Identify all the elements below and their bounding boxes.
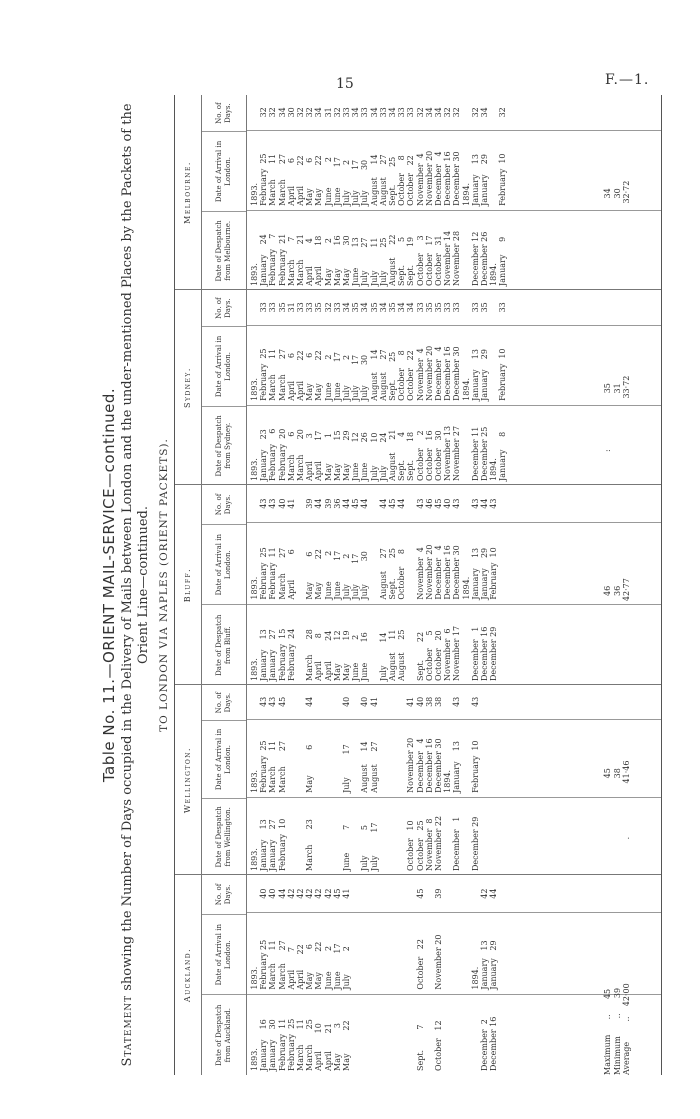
summary-stats: : 35 31 33·72 [603,375,631,452]
despatch-dates: 1893. January 13 January 27 February 10 March 23 June 7 July 5 July 17 October 10 October 25 November 8 November 22 December 1 December 29 [247,797,661,875]
column-header-arrival: Date of Arrival in London. [202,720,246,797]
summary-stats: 34 30 32·72 [603,180,631,204]
column-header-arrival: Date of Arrival in London. [202,914,246,995]
statement-body: showing the Number of Days occupied in the Delivery of Mails between London and the under-mentioned Places by the Packets of the Orient Line—continued. [120,103,151,991]
column-header-despatch: Date of Despatch from Melbourne. [202,211,246,290]
summary-stats: Maximum .. 45 Minimum .. 39 Average .. 42·00 [603,983,631,1075]
despatch-dates: 1893. January 24 February 7 February 21 March 7 March 21 April 4 April 18 May 2 May 16 May 30 June 13 July 27 July 11 July 25 August 22 Sept. 5 Sept. 19 October 3 October 17 October 31 November 14 November 28 December 12 December 26 1894. January 9 [247,210,661,290]
group-heading: Sydney. [175,290,202,485]
column-header-arrival: Date of Arrival in London. [202,524,246,605]
column-headers [202,290,247,485]
column-header-despatch: Date of Despatch from Auckland. [202,994,246,1075]
route-heading: TO LONDON VIA NAPLES (ORIENT PACKETS). [158,438,170,732]
days-values: 33 33 35 31 33 33 35 32 33 34 35 34 35 34 35 34 34 33 35 35 33 33 33 35 33 [259,302,508,313]
column-values [247,685,661,875]
group-heading: Bluff. [175,485,202,685]
arrival-dates: 1893. February 25 February 11 March 27 April 6 May 6 May 22 June 2 June 17 July 2 July 17 July 30 August 27 Sept. 25 October 8 November 4 November 20 December 4 December 16 December 30 1894. January 13 January 29 February 10 [247,522,661,603]
column-header-days: No. of Days. [215,102,232,124]
column-values [247,875,661,1075]
statement-lead: Statement [120,994,135,1067]
summary-stats: 45 38 . 41·46 [603,760,631,840]
column-values [247,95,661,290]
group-sydney [175,289,661,485]
arrival-dates: 1893. February 25 March 11 March 27 April 6 April 22 May 6 May 22 June 2 June 17 July 2 July 17 July 30 August 14 August 27 Sept. 25 October 8 October 22 November 4 November 20 December 4 December 16 December 30 1894. January 13 January 29 February 10 [247,325,661,405]
column-header-despatch: Date of Despatch from Sydney. [202,406,246,485]
column-values [247,290,661,485]
rotated-table-page [100,95,660,1075]
group-bluff [175,484,661,685]
despatch-dates: 1893. January 16 January 30 February 11 February 25 March 11 March 25 April 10 April 21 May 3 May 22 Sept. 7 October 12 December 2 December 16 [247,994,661,1075]
column-header-days: No. of Days. [215,883,232,906]
page-number: 15 [336,76,354,92]
days-values: 43 43 45 44 40 40 41 41 40 38 38 43 43 [259,696,480,707]
arrival-dates: 1893. February 25 March 11 March 27 April 7 April 22 May 6 May 22 June 2 June 17 July 2 October 22 November 20 1894. January 13 January 29 [247,912,661,993]
mail-service-table [174,95,662,1075]
group-auckland [175,874,661,1075]
group-heading: Auckland. [175,875,202,1075]
column-headers [202,95,247,290]
column-header-arrival: Date of Arrival in London. [202,326,246,405]
statement-text [120,95,152,1075]
group-melbourne [175,95,661,290]
column-values [247,485,661,685]
column-header-despatch: Date of Despatch from Bluff. [202,604,246,685]
column-header-days: No. of Days. [215,297,232,319]
despatch-dates: 1893. January 13 January 27 February 15 February 24 March 28 April 8 April 24 May 12 May 19 June 2 June 16 July 14 August 11 August 25 Sept. 22 October 5 October 20 November 6 November 17 December 1 December 16 December 29 [247,604,661,685]
despatch-dates: 1893. January 23 February 6 February 20 March 6 March 20 April 3 April 17 May 1 May 15 May 29 June 12 June 26 July 10 July 24 August 21 Sept. 4 Sept. 18 October 2 October 16 October 30 November 13 November 27 December 11 December 25 1894. January 8 [247,405,661,485]
column-header-days: No. of Days. [215,691,232,714]
table-title: Table No. 11.—ORIENT MAIL-SERVICE—continued. [100,387,118,783]
group-heading: Wellington. [175,685,202,875]
column-header-arrival: Date of Arrival in London. [202,131,246,210]
days-values: 40 40 44 42 42 42 42 42 45 41 45 39 42 44 [259,888,499,899]
column-headers [202,875,247,1075]
group-wellington [175,684,661,875]
group-heading: Melbourne. [175,95,202,290]
column-header-despatch: Date of Despatch from Wellington. [202,798,246,875]
column-headers [202,685,247,875]
column-header-days: No. of Days. [215,493,232,516]
document-code: F.—1. [605,72,650,88]
summary-stats: 46 36 42·77 [603,578,631,602]
arrival-dates: 1893. February 25 March 11 March 27 May 6 July 17 August 14 August 27 November 20 December 4 December 16 December 30 1894. January 13 February 10 [247,719,661,797]
days-values: 43 43 40 41 39 44 39 36 44 45 44 44 45 44 43 46 45 40 43 43 44 43 [259,498,499,509]
days-values: 32 32 34 30 32 32 34 31 32 33 34 33 34 33 34 33 33 32 34 34 32 32 32 34 32 [259,107,508,118]
column-headers [202,485,247,685]
arrival-dates: 1893. February 25 March 11 March 27 April 6 April 22 May 6 May 22 June 2 June 17 July 2 July 17 July 30 August 14 August 27 Sept. 25 October 8 October 22 November 4 November 20 December 4 December 16 December 30 1894. January 13 January 29 February 10 [247,130,661,210]
